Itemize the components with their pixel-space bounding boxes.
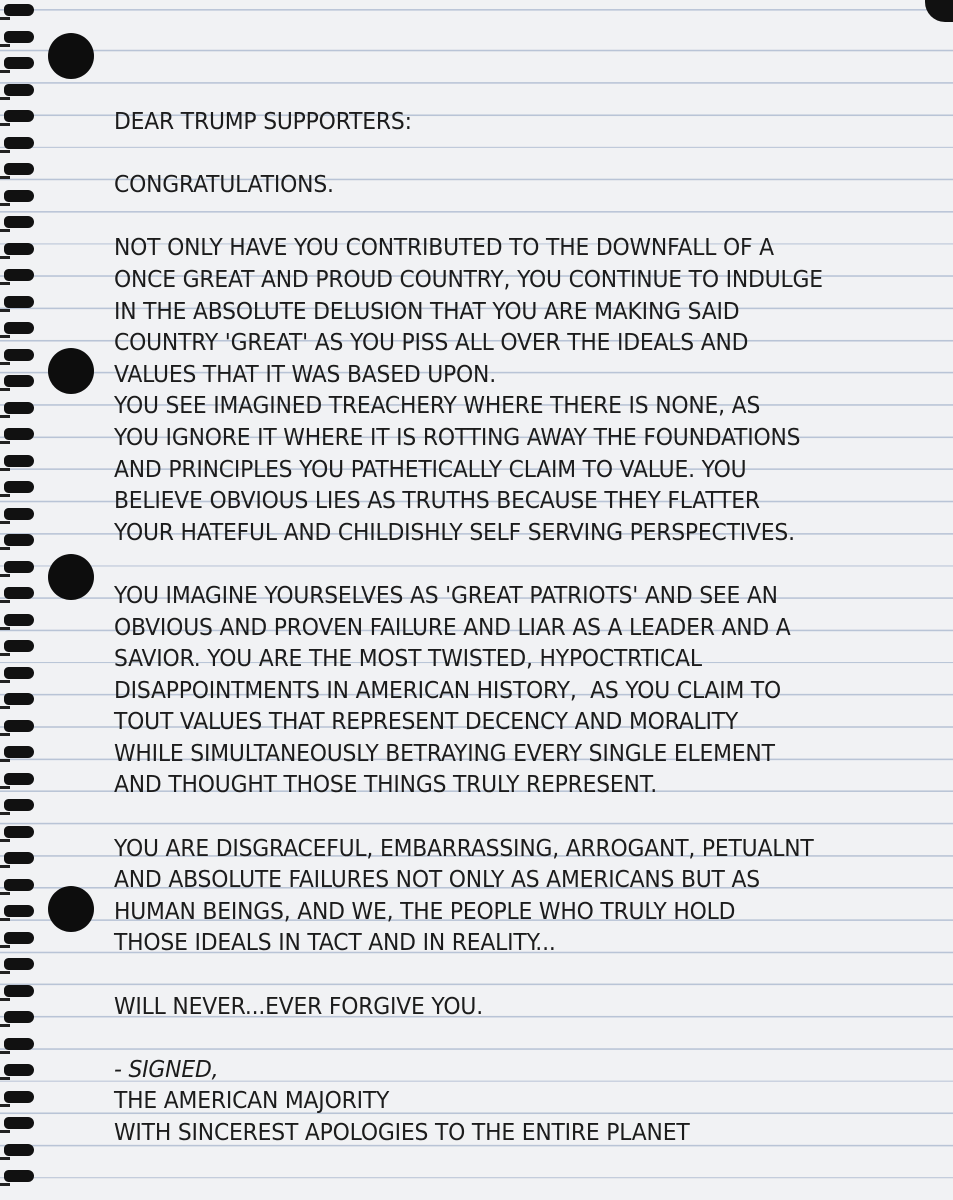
spiral-wire-icon xyxy=(0,945,10,948)
spiral-coil-icon xyxy=(4,1170,34,1182)
spiral-coil-icon xyxy=(4,1011,34,1023)
spiral-coil-icon xyxy=(4,879,34,891)
spiral-coil-icon xyxy=(4,57,34,69)
spiral-wire-icon xyxy=(0,282,10,285)
spiral-wire-icon xyxy=(0,574,10,577)
spiral-coil-icon xyxy=(4,720,34,732)
paragraph-line: IN THE ABSOLUTE DELUSION THAT YOU ARE MAKING SAID xyxy=(114,296,740,325)
spiral-coil-icon xyxy=(4,932,34,944)
paragraph-line: BELIEVE OBVIOUS LIES AS TRUTHS BECAUSE THEY FLATTER xyxy=(114,486,760,515)
spiral-coil-icon xyxy=(4,667,34,679)
page-corner-shadow xyxy=(925,0,953,22)
paragraph-line: YOU IGNORE IT WHERE IT IS ROTTING AWAY THE FOUNDATIONS xyxy=(114,422,801,451)
binder-hole-icon xyxy=(48,33,94,79)
spiral-wire-icon xyxy=(0,97,10,100)
spiral-coil-icon xyxy=(4,693,34,705)
spiral-coil-icon xyxy=(4,4,34,16)
spiral-wire-icon xyxy=(0,812,10,815)
spiral-coil-icon xyxy=(4,190,34,202)
spiral-coil-icon xyxy=(4,508,34,520)
spiral-wire-icon xyxy=(0,892,10,895)
spiral-coil-icon xyxy=(4,31,34,43)
spiral-wire-icon xyxy=(0,176,10,179)
spiral-wire-icon xyxy=(0,1077,10,1080)
spiral-wire-icon xyxy=(0,918,10,921)
spiral-wire-icon xyxy=(0,309,10,312)
spiral-wire-icon xyxy=(0,1104,10,1107)
spiral-coil-icon xyxy=(4,349,34,361)
spiral-wire-icon xyxy=(0,256,10,259)
spiral-wire-icon xyxy=(0,733,10,736)
spiral-coil-icon xyxy=(4,110,34,122)
spiral-wire-icon xyxy=(0,865,10,868)
spiral-coil-icon xyxy=(4,799,34,811)
spiral-coil-icon xyxy=(4,1038,34,1050)
paragraph-line: COUNTRY 'GREAT' AS YOU PISS ALL OVER THE IDEALS AND xyxy=(114,328,749,357)
paragraph-line: YOU SEE IMAGINED TREACHERY WHERE THERE IS NONE, AS xyxy=(114,391,761,420)
spiral-coil-icon xyxy=(4,561,34,573)
spiral-coil-icon xyxy=(4,746,34,758)
spiral-wire-icon xyxy=(0,441,10,444)
spiral-coil-icon xyxy=(4,826,34,838)
spiral-coil-icon xyxy=(4,614,34,626)
spiral-coil-icon xyxy=(4,534,34,546)
spiral-wire-icon xyxy=(0,123,10,126)
spiral-binding xyxy=(0,0,42,1200)
paragraph-line: DISAPPOINTMENTS IN AMERICAN HISTORY, AS YOU CLAIM TO xyxy=(114,675,782,704)
spiral-coil-icon xyxy=(4,296,34,308)
spiral-wire-icon xyxy=(0,1024,10,1027)
spiral-coil-icon xyxy=(4,1144,34,1156)
spiral-coil-icon xyxy=(4,985,34,997)
handwritten-letter xyxy=(114,106,858,1149)
spiral-coil-icon xyxy=(4,84,34,96)
paragraph-line: VALUES THAT IT WAS BASED UPON. xyxy=(114,359,496,388)
spiral-wire-icon xyxy=(0,415,10,418)
paragraph-line: AND PRINCIPLES YOU PATHETICALLY CLAIM TO VALUE. YOU xyxy=(114,454,747,483)
spiral-coil-icon xyxy=(4,455,34,467)
spiral-wire-icon xyxy=(0,362,10,365)
spiral-wire-icon xyxy=(0,17,10,20)
paragraph-line: TOUT VALUES THAT REPRESENT DECENCY AND MORALITY xyxy=(114,707,739,736)
spiral-wire-icon xyxy=(0,229,10,232)
spiral-wire-icon xyxy=(0,44,10,47)
spiral-coil-icon xyxy=(4,243,34,255)
signed-label: - SIGNED, xyxy=(114,1054,219,1083)
paragraph-line: YOUR HATEFUL AND CHILDISHLY SELF SERVING PERSPECTIVES. xyxy=(114,517,795,546)
spiral-wire-icon xyxy=(0,70,10,73)
signature-line: WITH SINCEREST APOLOGIES TO THE ENTIRE PLANET xyxy=(114,1118,690,1146)
spiral-wire-icon xyxy=(0,1183,10,1186)
binder-hole-icon xyxy=(48,886,94,932)
spiral-wire-icon xyxy=(0,600,10,603)
paragraph-line: NOT ONLY HAVE YOU CONTRIBUTED TO THE DOWNFALL OF A xyxy=(114,233,774,262)
paragraph-2 xyxy=(114,580,858,801)
spiral-wire-icon xyxy=(0,971,10,974)
spiral-wire-icon xyxy=(0,388,10,391)
spiral-coil-icon xyxy=(4,640,34,652)
spiral-coil-icon xyxy=(4,402,34,414)
spiral-wire-icon xyxy=(0,706,10,709)
spiral-wire-icon xyxy=(0,1130,10,1133)
spiral-coil-icon xyxy=(4,1064,34,1076)
opening-line: CONGRATULATIONS. xyxy=(114,170,334,199)
spiral-coil-icon xyxy=(4,375,34,387)
spiral-wire-icon xyxy=(0,627,10,630)
spiral-coil-icon xyxy=(4,428,34,440)
spiral-coil-icon xyxy=(4,852,34,864)
spiral-wire-icon xyxy=(0,468,10,471)
paragraph-line: OBVIOUS AND PROVEN FAILURE AND LIAR AS A LEADER AND A xyxy=(114,612,791,641)
spiral-wire-icon xyxy=(0,521,10,524)
binder-hole-icon xyxy=(48,554,94,600)
spiral-coil-icon xyxy=(4,905,34,917)
paragraph-3 xyxy=(114,833,858,959)
spiral-coil-icon xyxy=(4,322,34,334)
paragraph-line: YOU IMAGINE YOURSELVES AS 'GREAT PATRIOTS' AND SEE AN xyxy=(114,580,778,609)
spiral-coil-icon xyxy=(4,587,34,599)
spiral-coil-icon xyxy=(4,269,34,281)
spiral-coil-icon xyxy=(4,481,34,493)
paragraph-1 xyxy=(114,232,858,548)
paragraph-line: SAVIOR. YOU ARE THE MOST TWISTED, HYPOCTRTICAL xyxy=(114,644,702,673)
paragraph-line: AND THOUGHT THOSE THINGS TRULY REPRESENT. xyxy=(114,770,658,799)
paragraph-line: HUMAN BEINGS, AND WE, THE PEOPLE WHO TRULY HOLD xyxy=(114,896,736,925)
paragraph-line: WHILE SIMULTANEOUSLY BETRAYING EVERY SINGLE ELEMENT xyxy=(114,738,775,767)
paragraph-line: AND ABSOLUTE FAILURES NOT ONLY AS AMERICANS BUT AS xyxy=(114,865,760,894)
spiral-wire-icon xyxy=(0,1157,10,1160)
spiral-wire-icon xyxy=(0,759,10,762)
spiral-coil-icon xyxy=(4,958,34,970)
closing-line: WILL NEVER...EVER FORGIVE YOU. xyxy=(114,991,483,1020)
spiral-coil-icon xyxy=(4,773,34,785)
spiral-wire-icon xyxy=(0,1051,10,1054)
paragraph-line: YOU ARE DISGRACEFUL, EMBARRASSING, ARROGANT, PETUALNT xyxy=(114,833,814,862)
spiral-coil-icon xyxy=(4,163,34,175)
spiral-wire-icon xyxy=(0,335,10,338)
spiral-wire-icon xyxy=(0,150,10,153)
signature-line: THE AMERICAN MAJORITY xyxy=(114,1086,390,1115)
binder-hole-icon xyxy=(48,348,94,394)
spiral-wire-icon xyxy=(0,653,10,656)
spiral-wire-icon xyxy=(0,786,10,789)
spiral-wire-icon xyxy=(0,998,10,1001)
spiral-wire-icon xyxy=(0,494,10,497)
spiral-wire-icon xyxy=(0,203,10,206)
spiral-coil-icon xyxy=(4,1091,34,1103)
spiral-wire-icon xyxy=(0,839,10,842)
spiral-coil-icon xyxy=(4,1117,34,1129)
paragraph-line: THOSE IDEALS IN TACT AND IN REALITY... xyxy=(114,928,556,957)
spiral-wire-icon xyxy=(0,680,10,683)
spiral-wire-icon xyxy=(0,547,10,550)
spiral-coil-icon xyxy=(4,137,34,149)
paragraph-line: ONCE GREAT AND PROUD COUNTRY, YOU CONTINUE TO INDULGE xyxy=(114,264,823,293)
salutation: DEAR TRUMP SUPPORTERS: xyxy=(114,107,412,135)
spiral-coil-icon xyxy=(4,216,34,228)
